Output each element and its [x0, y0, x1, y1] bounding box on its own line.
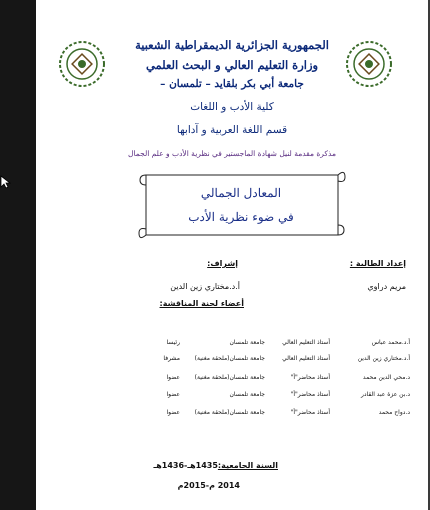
member-name: د.دواح محمد	[378, 409, 410, 416]
faculty-heading: كلية الأدب و اللغات	[190, 101, 274, 113]
member-university: جامعة تلمسان(ملحقة مغنية)	[194, 374, 265, 381]
member-name: أ.د.مختاري زين الدين	[357, 355, 410, 362]
thesis-purpose: مذكرة مقدمة لنيل شهادة الماجستير في نظرية الأدب و علم الجمال	[128, 149, 336, 158]
committee-row	[88, 391, 410, 403]
academic-year-gregorian: 2014 م-2015م	[177, 481, 240, 490]
document-page	[36, 0, 428, 510]
member-university: جامعة تلمسان(ملحقة مغنية)	[194, 355, 265, 362]
academic-year-label: السنة الجامعية:	[217, 461, 278, 470]
thesis-title: المعادل الجمالي	[200, 186, 282, 200]
member-name: د.محي الدين محمد	[362, 374, 410, 381]
supervisor-label: إشراف:	[207, 259, 238, 268]
member-rank: أستاذ محاضر"أ"	[290, 374, 330, 381]
scroll-banner	[136, 165, 348, 245]
member-role: عضوا	[166, 409, 180, 416]
member-university: جامعة تلمسان	[229, 339, 265, 346]
university-heading: جامعة أبي بكر بلقايد – تلمسان –	[160, 78, 304, 90]
department-heading: قسم اللغة العربية و آدابها	[176, 124, 288, 136]
member-rank: أستاذ محاضر"أ"	[290, 409, 330, 416]
member-role: عضوا	[166, 374, 180, 381]
student-label: إعداد الطالبة :	[349, 259, 406, 268]
member-role: رئيسا	[166, 339, 180, 346]
committee-row	[88, 339, 410, 351]
committee-label: أعضاء لجنة المناقشة:	[159, 299, 244, 308]
member-role: مشرفا	[163, 355, 180, 362]
member-university: جامعة تلمسان(ملحقة مغنية)	[194, 409, 265, 416]
republic-heading: الجمهورية الجزائرية الديمقراطية الشعبية	[135, 38, 329, 52]
supervisor-name: أ.د.مختاري زين الدين	[170, 282, 240, 291]
member-university: جامعة تلمسان	[229, 391, 265, 398]
member-rank: أستاذ التعليم العالي	[282, 355, 330, 362]
student-name: مريم دراوي	[367, 282, 406, 291]
member-rank: أستاذ التعليم العالي	[282, 339, 330, 346]
academic-year-hijri: 1435هـ-1436هـ	[153, 461, 218, 470]
committee-row	[88, 355, 410, 367]
member-role: عضوا	[166, 391, 180, 398]
mouse-cursor-icon	[0, 175, 12, 189]
academic-year	[153, 461, 278, 470]
committee-row	[88, 409, 410, 421]
committee-row	[88, 374, 410, 386]
thesis-subtitle: في ضوء نظرية الأدب	[188, 210, 294, 224]
member-name: د.بن عزة عبد القادر	[360, 391, 410, 398]
member-rank: أستاذ محاضر"أ"	[290, 391, 330, 398]
viewer-sidebar	[0, 0, 36, 510]
member-name: أ.د.محمد عباس	[371, 339, 410, 346]
ministry-heading: وزارة التعليم العالي و البحث العلمي	[145, 58, 319, 72]
